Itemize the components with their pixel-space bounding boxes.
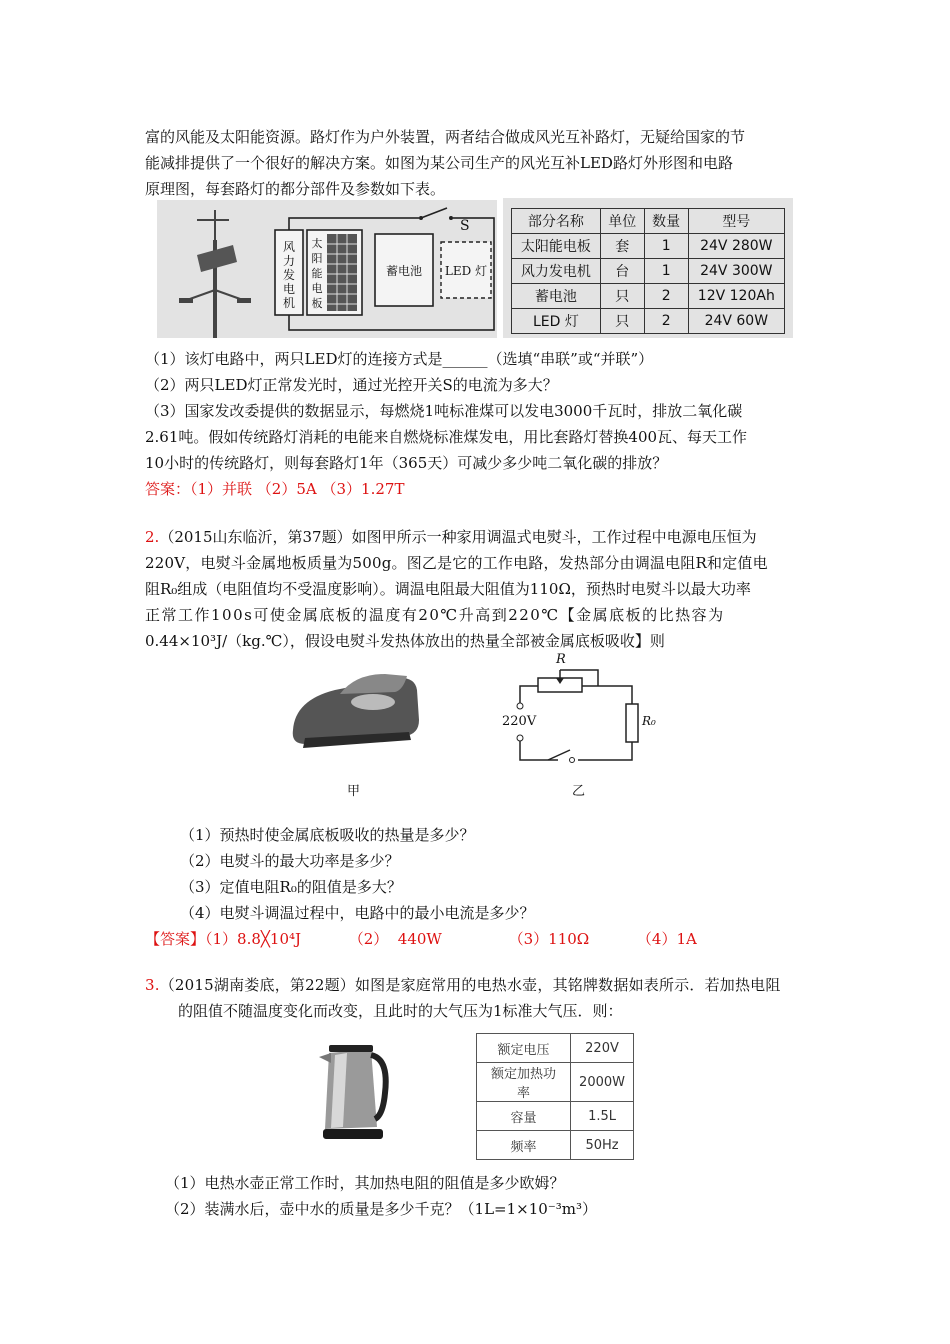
table-cell: 2 [644, 284, 688, 309]
table-cell: 频率 [477, 1131, 571, 1160]
q2-sub3: （3）定值电阻R₀的阻值是多大？ [180, 878, 402, 896]
table-cell: 套 [600, 234, 644, 259]
table-cell: 1 [644, 234, 688, 259]
table-cell: 台 [600, 259, 644, 284]
figure-yi-label: 乙 [572, 784, 586, 799]
table-cell: 只 [600, 284, 644, 309]
q1-sub1: （1）该灯电路中，两只LED灯的连接方式是______（选填“串联”或“并联”） [145, 350, 654, 368]
iron-figure [285, 660, 425, 760]
led-lamp-label: LED 灯 [444, 264, 488, 278]
q3-line1 [145, 972, 810, 998]
table-cell: 风力发电机 [512, 259, 601, 284]
q2-sub4: （4）电熨斗调温过程中，电路中的最小电流是多少？ [180, 904, 535, 922]
table-cell: 24V 280W [688, 234, 784, 259]
streetlight-pole-image [179, 210, 251, 338]
table-row [512, 259, 785, 284]
q1-sub3-line1: （3）国家发改委提供的数据显示，每燃烧1吨标准煤可以发电3000千瓦时，排放二氧化碳 [145, 402, 743, 420]
q1-answer: 答案：（1）并联 （2）5A （3）1.27T [145, 480, 405, 498]
table-cell: LED 灯 [512, 309, 601, 334]
table-header: 部分名称 [512, 209, 601, 234]
q3-line1-text: （2015湖南娄底，第22题）如图是家庭常用的电热水壶，其铭牌数据如表所示．若加热电阻 [159, 976, 781, 994]
q1-sub2: （2）两只LED灯正常发光时，通过光控开关S的电流为多大？ [145, 376, 558, 394]
circuit-r0-label: R₀ [642, 714, 656, 728]
q3-line2: 的阻值不随温度变化而改变，且此时的大气压为1标准大气压．则： [178, 1002, 623, 1020]
table-cell: 只 [600, 309, 644, 334]
table-cell: 2000W [571, 1063, 634, 1102]
wind-generator-label: 风力发电机 [282, 240, 295, 310]
table-header: 单位 [600, 209, 644, 234]
kettle-spec-table [476, 1033, 634, 1160]
figure-jia-label: 甲 [347, 784, 361, 799]
parts-table [511, 208, 785, 334]
circuit-voltage-label: 220V [502, 714, 537, 729]
table-row [477, 1131, 634, 1160]
solar-panel-cells [327, 234, 357, 311]
q2-sub1: （1）预热时使金属底板吸收的热量是多少？ [180, 826, 475, 844]
table-cell: 蓄电池 [512, 284, 601, 309]
circuit-r-label: R [556, 652, 566, 667]
table-row [477, 1102, 634, 1131]
table-cell: 容量 [477, 1102, 571, 1131]
table-header: 型号 [688, 209, 784, 234]
table-cell: 50Hz [571, 1131, 634, 1160]
kettle-spec-figure [476, 1033, 646, 1163]
switch-symbol [548, 750, 570, 760]
intro-line-1: 富的风能及太阳能资源。路灯作为户外装置，两者结合做成风光互补路灯，无疑给国家的节 [145, 128, 746, 146]
table-cell: 24V 300W [688, 259, 784, 284]
table-cell: 太阳能电板 [512, 234, 601, 259]
table-cell: 1 [644, 259, 688, 284]
q3-sub2: （2）装满水后，壶中水的质量是多少千克？（1L=1×10⁻³m³） [165, 1200, 597, 1218]
q3-number: 3. [145, 976, 160, 994]
table-row [512, 284, 785, 309]
table-cell: 额定电压 [477, 1034, 571, 1063]
table-cell: 220V [571, 1034, 634, 1063]
q2-sub2: （2）电熨斗的最大功率是多少？ [180, 852, 400, 870]
iron-circuit-figure [500, 648, 656, 773]
resistor-r0-symbol [626, 704, 638, 742]
electric-iron-image [285, 660, 425, 760]
q2-line4: 正常工作100s可使金属底板的温度有20℃升高到220℃【金属底板的比热容为 [145, 606, 725, 624]
table-cell: 额定加热功率 [477, 1063, 571, 1102]
intro-line-3: 原理图，每套路灯的都分部件及参数如下表。 [145, 180, 446, 198]
parts-table-figure [503, 198, 793, 338]
q2-line3: 阻R₀组成（电阻值均不受温度影响）。调温电阻最大阻值为110Ω，预热时电熨斗以最大功率 [145, 580, 751, 598]
iron-circuit-diagram [500, 648, 650, 773]
table-cell: 24V 60W [688, 309, 784, 334]
q2-line5: 0.44×10³J/（kg.℃），假设电熨斗发热体放出的热量全部被金属底板吸收】则 [145, 632, 665, 650]
table-header-row [512, 209, 785, 234]
kettle-figure [313, 1035, 393, 1145]
q2-line2: 220V，电熨斗金属地板质量为500g。图乙是它的工作电路，发热部分由调温电阻R和定值电 [145, 554, 768, 572]
table-cell: 1.5L [571, 1102, 634, 1131]
table-cell: 2 [644, 309, 688, 334]
q2-answer: 【答案】（1）8.8╳10⁴J （2） 440W （3）110Ω （4）1A [145, 930, 697, 948]
solar-panel-label: 太阳能电板 [311, 237, 323, 310]
q2-line1 [145, 524, 810, 550]
table-cell: 12V 120Ah [688, 284, 784, 309]
q2-number: 2. [145, 528, 160, 546]
electric-kettle-image [313, 1035, 393, 1145]
q1-sub3-line3: 10小时的传统路灯，则每套路灯1年（365天）可减少多少吨二氧化碳的排放？ [145, 454, 668, 472]
table-row [477, 1063, 634, 1102]
table-row [477, 1034, 634, 1063]
table-header: 数量 [644, 209, 688, 234]
q2-line1-text: （2015山东临沂，第37题）如图甲所示一种家用调温式电熨斗，工作过程中电源电压恒为 [159, 528, 757, 546]
table-row [512, 234, 785, 259]
q3-sub1: （1）电热水壶正常工作时，其加热电阻的阻值是多少欧姆？ [165, 1174, 565, 1192]
intro-line-2: 能减排提供了一个很好的解决方案。如图为某公司生产的风光互补LED路灯外形图和电路 [145, 154, 733, 172]
switch-label: S [460, 218, 470, 234]
battery-label: 蓄电池 [385, 264, 422, 278]
q1-sub3-line2: 2.61吨。假如传统路灯消耗的电能来自燃烧标准煤发电，用比套路灯替换400瓦、每天工作 [145, 428, 748, 446]
table-row [512, 309, 785, 334]
streetlight-figure [157, 200, 497, 338]
